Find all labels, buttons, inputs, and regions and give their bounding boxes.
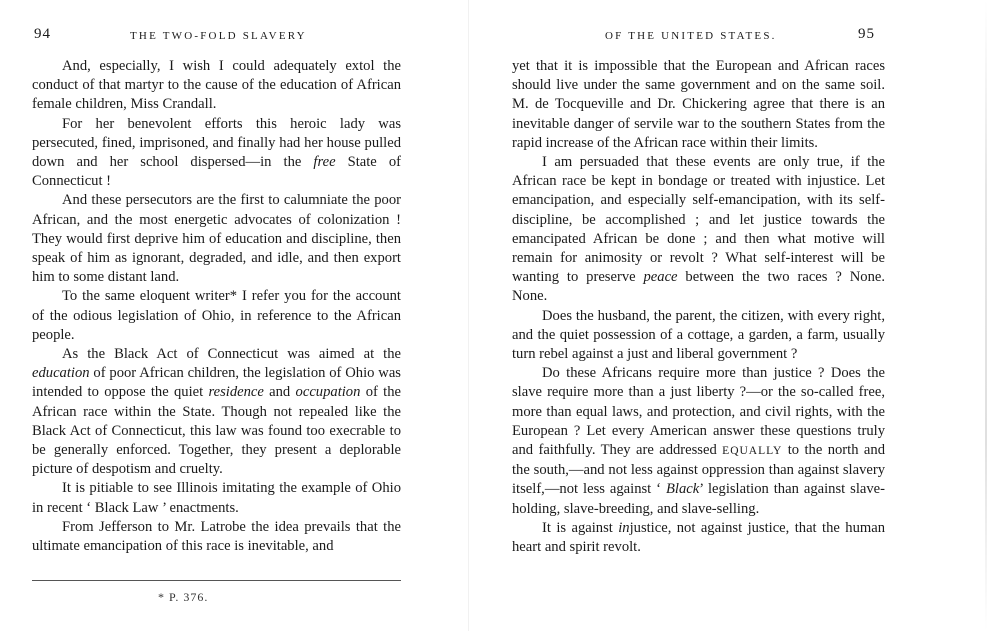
- paragraph: yet that it is impossible that the European and African races should live under the same government and on the same soil. M. de Tocqueville and Dr. Chickering agree that there is an inevitable danger of servile war to the southern States from the rapid increase of the African race within their limits.: [512, 58, 885, 151]
- paragraph: Does the husband, the parent, the citizen, with every right, and the quiet possession of a cottage, a garden, a farm, usually turn rebel against a just and liberal government ?: [512, 307, 885, 363]
- paragraph: Do these Africans require more than justice ? Does the slave require more than a just liberty ?—or the so-called free, more than equal laws, and protection, and civil rights, with the European ? Let every American answer these questions truly and faithfully. They are addressed EQUALLY to the north and the south,—and not less against oppression than against slavery itself,—not less against ‘ Black’ legislation than against slave-holding, slave-breeding, and slave-selling.: [512, 365, 885, 517]
- paragraph: And, especially, I wish I could adequately extol the conduct of that martyr to the cause of the education of African female children, Miss Crandall.: [32, 58, 401, 113]
- running-head-left: THE TWO-FOLD SLAVERY: [130, 30, 307, 42]
- page-edge: [985, 0, 987, 631]
- paragraph: To the same eloquent writer* I refer you for the account of the odious legislation of Ohio, in reference to the African people.: [32, 288, 401, 343]
- page-number-right: 95: [858, 26, 875, 42]
- paragraph: From Jefferson to Mr. Latrobe the idea prevails that the ultimate emancipation of this race is inevitable, and: [32, 518, 401, 555]
- page-number-left: 94: [34, 26, 51, 42]
- right-text-column: [512, 57, 885, 557]
- paragraph: It is against injustice, not against justice, that the human heart and spirit revolt.: [512, 519, 885, 556]
- running-head-right: OF THE UNITED STATES.: [605, 30, 777, 42]
- footnote-rule: [32, 580, 401, 581]
- paragraph: It is pitiable to see Illinois imitating the example of Ohio in recent ‘ Black Law ’ enactments.: [32, 480, 401, 516]
- left-text-column: [32, 57, 401, 556]
- footnote: * P. 376.: [158, 590, 209, 604]
- right-page: [470, 0, 1000, 631]
- paragraph: And these persecutors are the first to calumniate the poor African, and the most energetic advocates of colonization ! They would first deprive him of education and discipline, then speak of him as ignorant, degraded, and idle, and then export him to some distant land.: [32, 192, 401, 286]
- paragraph: I am persuaded that these events are only true, if the African race be kept in bondage or treated with injustice. Let emancipation, and especially self-emancipation, with its self-discipline, be accomplished ; and let justice towards the emancipated African be done ; and then what motive will remain for animosity or revolt ? What self-interest will be wanting to preserve peace between the two races ? None. None.: [512, 154, 885, 305]
- left-page: [0, 0, 470, 631]
- paragraph: For her benevolent efforts this heroic lady was persecuted, fined, imprisoned, and finally had her house pulled down and her school dispersed—in the free State of Connecticut !: [32, 115, 401, 190]
- paragraph: As the Black Act of Connecticut was aimed at the education of poor African children, the legislation of Ohio was intended to oppose the quiet residence and occupation of the African race within the State. Though not repealed like the Black Act of Connecticut, this law was found too execrable to be generally enforced. Together, they present a deplorable picture of despotism and cruelty.: [32, 346, 401, 478]
